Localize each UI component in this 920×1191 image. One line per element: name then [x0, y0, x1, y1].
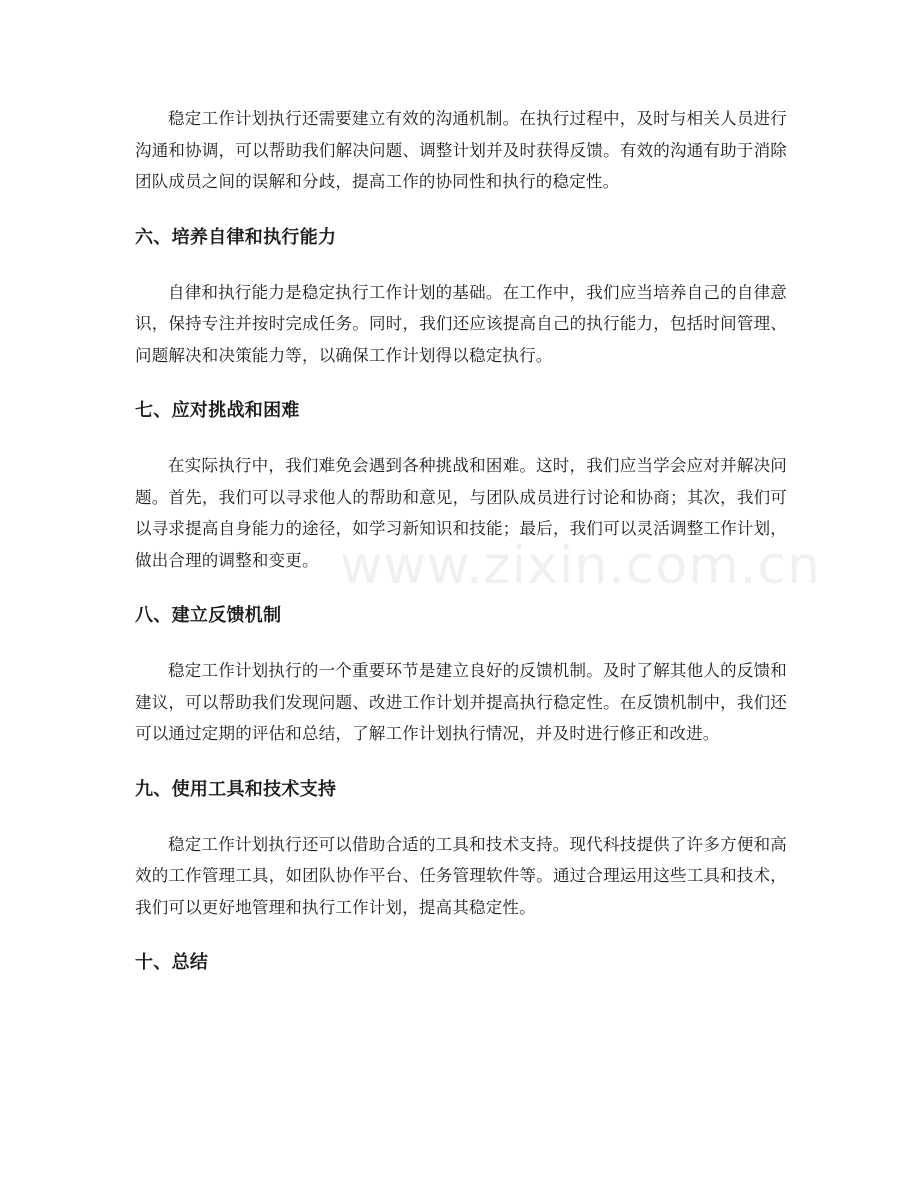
watermark: www.zixin.com.cn	[340, 536, 821, 596]
heading-section-10: 十、总结	[135, 952, 209, 973]
paragraph-communication: 稳定工作计划执行还需要建立有效的沟通机制。在执行过程中，及时与相关人员进行沟通和协调，可以帮助我们解决问题、调整计划并及时获得反馈。有效的沟通有助于消除团队成员之间的误解和分歧，提高工作的协同性和执行的稳定性。	[135, 109, 787, 191]
paragraph-section-9: 稳定工作计划执行还可以借助合适的工具和技术支持。现代科技提供了许多方便和高效的工作管理工具，如团队协作平台、任务管理软件等。通过合理运用这些工具和技术，我们可以更好地管理和执行工作计划，提高其稳定性。	[135, 834, 787, 917]
heading-section-7: 七、应对挑战和困难	[135, 400, 300, 421]
paragraph-section-8: 稳定工作计划执行的一个重要环节是建立良好的反馈机制。及时了解其他人的反馈和建议，可以帮助我们发现问题、改进工作计划并提高执行稳定性。在反馈机制中，我们还可以通过定期的评估和总结，了解工作计划执行情况，并及时进行修正和改进。	[135, 661, 787, 743]
heading-section-6: 六、培养自律和执行能力	[135, 226, 337, 248]
document-body	[135, 103, 787, 977]
paragraph-section-6: 自律和执行能力是稳定执行工作计划的基础。在工作中，我们应当培养自己的自律意识，保持专注并按时完成任务。同时，我们还应该提高自己的执行能力，包括时间管理、问题解决和决策能力等，以确保工作计划得以稳定执行。	[135, 282, 787, 365]
heading-section-9: 九、使用工具和技术支持	[135, 778, 337, 800]
paragraph-section-7: 在实际执行中，我们难免会遇到各种挑战和困难。这时，我们应当学会应对并解决问题。首先，我们可以寻求他人的帮助和意见，与团队成员进行讨论和协商；其次，我们可以寻求提高自身能力的途径，如学习新知识和技能；最后，我们可以灵活调整工作计划，做出合理的调整和变更。	[135, 456, 787, 570]
heading-section-8: 八、建立反馈机制	[135, 605, 282, 626]
